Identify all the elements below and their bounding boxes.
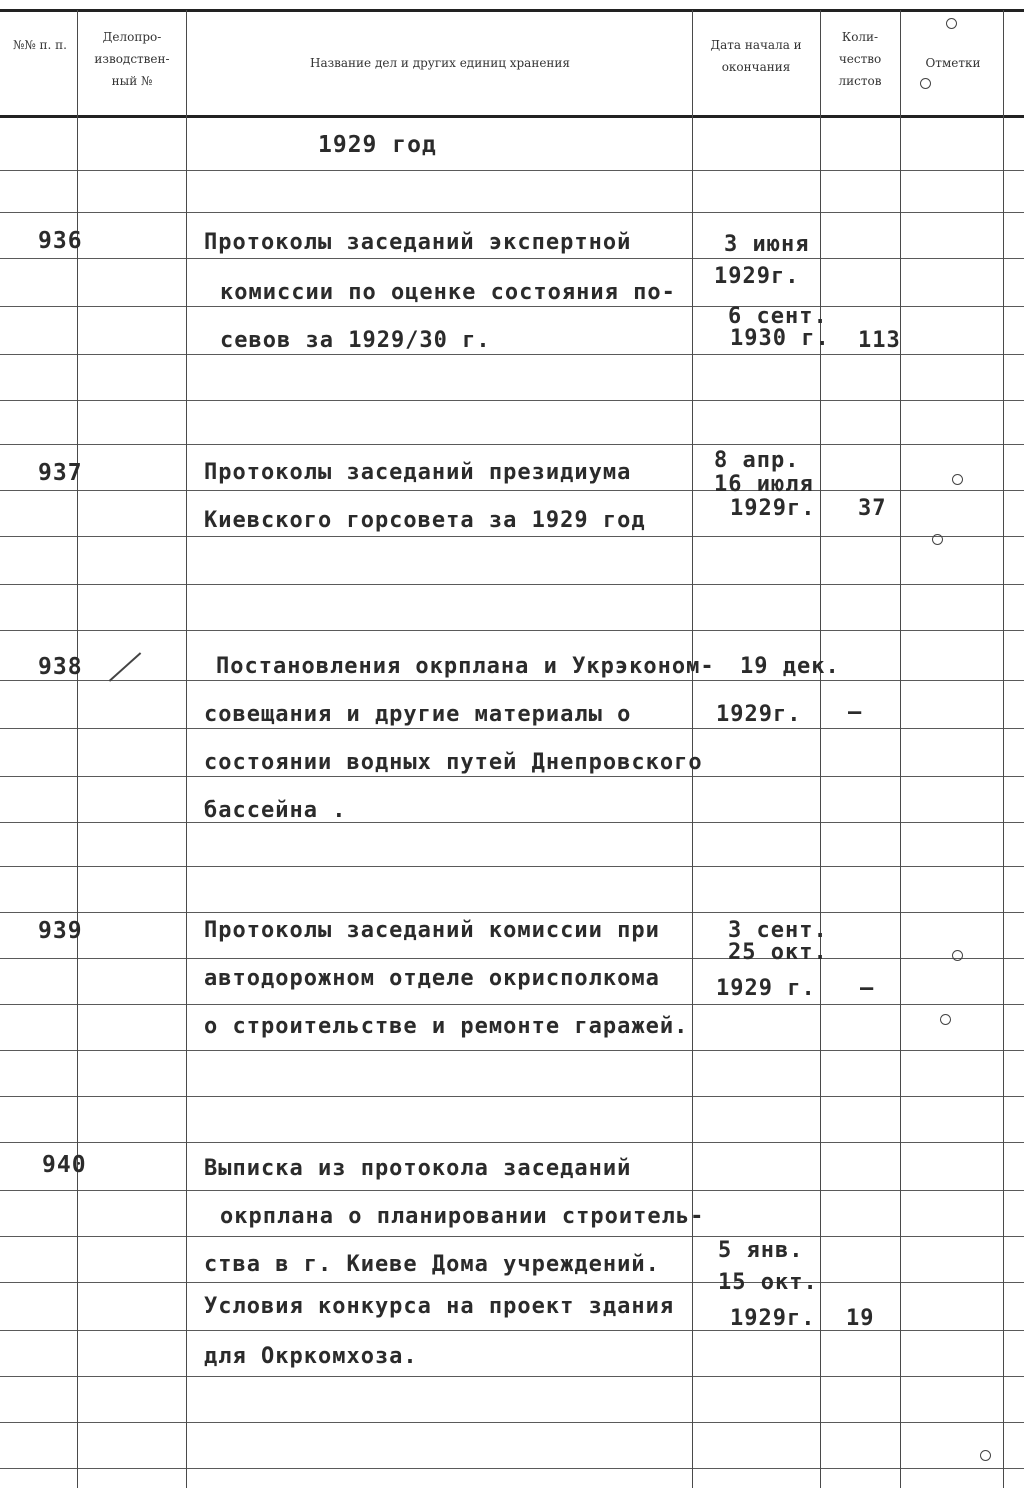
row-line bbox=[0, 584, 1024, 585]
row-line bbox=[0, 866, 1024, 867]
entry-title-line: автодорожном отделе окрисполкома bbox=[204, 966, 660, 991]
row-line bbox=[0, 958, 1024, 959]
year-heading: 1929 год bbox=[318, 132, 437, 158]
row-line bbox=[0, 1142, 1024, 1143]
pencil-mark bbox=[109, 652, 142, 682]
entry-date: 19 дек. bbox=[740, 654, 840, 679]
row-line bbox=[0, 400, 1024, 401]
entry-title-line: ства в г. Киеве Дома учреждений. bbox=[204, 1252, 660, 1277]
entry-title-line: комиссии по оценке состояния по- bbox=[220, 280, 676, 305]
header-dates: Дата начала и окончания bbox=[710, 38, 802, 74]
entry-date: 1930 г. bbox=[730, 326, 830, 351]
entry-title-line: Киевского горсовета за 1929 год bbox=[204, 508, 646, 533]
entry-leaf-count: 113 bbox=[858, 328, 901, 353]
row-line bbox=[0, 1004, 1024, 1005]
punch-hole-icon bbox=[940, 1014, 951, 1025]
column-divider bbox=[820, 10, 821, 1488]
row-line bbox=[0, 1050, 1024, 1051]
column-divider bbox=[692, 10, 693, 1488]
entry-number: 937 bbox=[38, 460, 83, 486]
entry-date: 16 июля bbox=[714, 472, 814, 497]
entry-number: 940 bbox=[42, 1152, 87, 1178]
entry-date: 8 апр. bbox=[714, 448, 800, 473]
row-line bbox=[0, 1376, 1024, 1377]
entry-date: 15 окт. bbox=[718, 1270, 818, 1295]
entry-leaf-count: 19 bbox=[846, 1306, 875, 1331]
row-line bbox=[0, 306, 1024, 307]
row-line bbox=[0, 728, 1024, 729]
entry-date: 3 сент. bbox=[728, 918, 828, 943]
entry-title-line: совещания и другие материалы о bbox=[204, 702, 632, 727]
entry-date: 1929г. bbox=[714, 264, 800, 289]
row-line bbox=[0, 444, 1024, 445]
entry-title-line: о строительстве и ремонте гаражей. bbox=[204, 1014, 689, 1039]
entry-title-line: Условия конкурса на проект здания bbox=[204, 1294, 675, 1319]
row-line bbox=[0, 1422, 1024, 1423]
header-bottom-border bbox=[0, 115, 1024, 118]
punch-hole-icon bbox=[932, 534, 943, 545]
punch-hole-icon bbox=[952, 474, 963, 485]
table-top-border bbox=[0, 9, 1024, 12]
row-line bbox=[0, 1236, 1024, 1237]
entry-title-line: Выписка из протокола заседаний bbox=[204, 1156, 632, 1181]
punch-hole-icon bbox=[920, 78, 931, 89]
entry-date: 25 окт. bbox=[728, 940, 828, 965]
row-line bbox=[0, 490, 1024, 491]
column-divider bbox=[186, 10, 187, 1488]
row-line bbox=[0, 1282, 1024, 1283]
punch-hole-icon bbox=[980, 1450, 991, 1461]
entry-date: 3 июня bbox=[724, 232, 810, 257]
entry-number: 936 bbox=[38, 228, 83, 254]
entry-date: 1929г. bbox=[730, 1306, 816, 1331]
entry-number: 939 bbox=[38, 918, 83, 944]
header-leaf-count: Коли- чество листов bbox=[838, 30, 882, 88]
entry-title-line: Постановления окрплана и Укрэконом- bbox=[216, 654, 715, 679]
entry-title-line: окрплана о планировании строитель- bbox=[220, 1204, 705, 1229]
entry-date: 1929г. bbox=[730, 496, 816, 521]
row-line bbox=[0, 536, 1024, 537]
entry-leaf-count: – bbox=[848, 700, 863, 725]
entry-title-line: Протоколы заседаний президиума bbox=[204, 460, 632, 485]
entry-leaf-count: 37 bbox=[858, 496, 887, 521]
header-notes: Отметки bbox=[925, 56, 981, 70]
punch-hole-icon bbox=[946, 18, 957, 29]
header-office-number: Делопро- изводствен- ный № bbox=[94, 30, 170, 88]
entry-date: 1929 г. bbox=[716, 976, 816, 1001]
entry-title-line: севов за 1929/30 г. bbox=[220, 328, 491, 353]
header-number: №№ п. п. bbox=[13, 38, 67, 52]
row-line bbox=[0, 1190, 1024, 1191]
row-line bbox=[0, 258, 1024, 259]
row-line bbox=[0, 354, 1024, 355]
row-line bbox=[0, 170, 1024, 171]
row-line bbox=[0, 680, 1024, 681]
entry-date: 1929г. bbox=[716, 702, 802, 727]
entry-title-line: состоянии водных путей Днепровского bbox=[204, 750, 703, 775]
entry-title-line: Протоколы заседаний комиссии при bbox=[204, 918, 660, 943]
row-line bbox=[0, 630, 1024, 631]
column-divider bbox=[900, 10, 901, 1488]
entry-title-line: для Окркомхоза. bbox=[204, 1344, 418, 1369]
row-line bbox=[0, 1096, 1024, 1097]
row-line bbox=[0, 1468, 1024, 1469]
entry-leaf-count: – bbox=[860, 976, 875, 1001]
row-line bbox=[0, 912, 1024, 913]
entry-date: 5 янв. bbox=[718, 1238, 804, 1263]
row-line bbox=[0, 822, 1024, 823]
entry-date: 6 сент. bbox=[728, 304, 828, 329]
entry-number: 938 bbox=[38, 654, 83, 680]
header-title: Название дел и других единиц хранения bbox=[309, 56, 570, 70]
row-line bbox=[0, 212, 1024, 213]
row-line bbox=[0, 776, 1024, 777]
entry-title-line: бассейна . bbox=[204, 798, 347, 823]
column-divider bbox=[1003, 10, 1004, 1488]
entry-title-line: Протоколы заседаний экспертной bbox=[204, 230, 632, 255]
punch-hole-icon bbox=[952, 950, 963, 961]
